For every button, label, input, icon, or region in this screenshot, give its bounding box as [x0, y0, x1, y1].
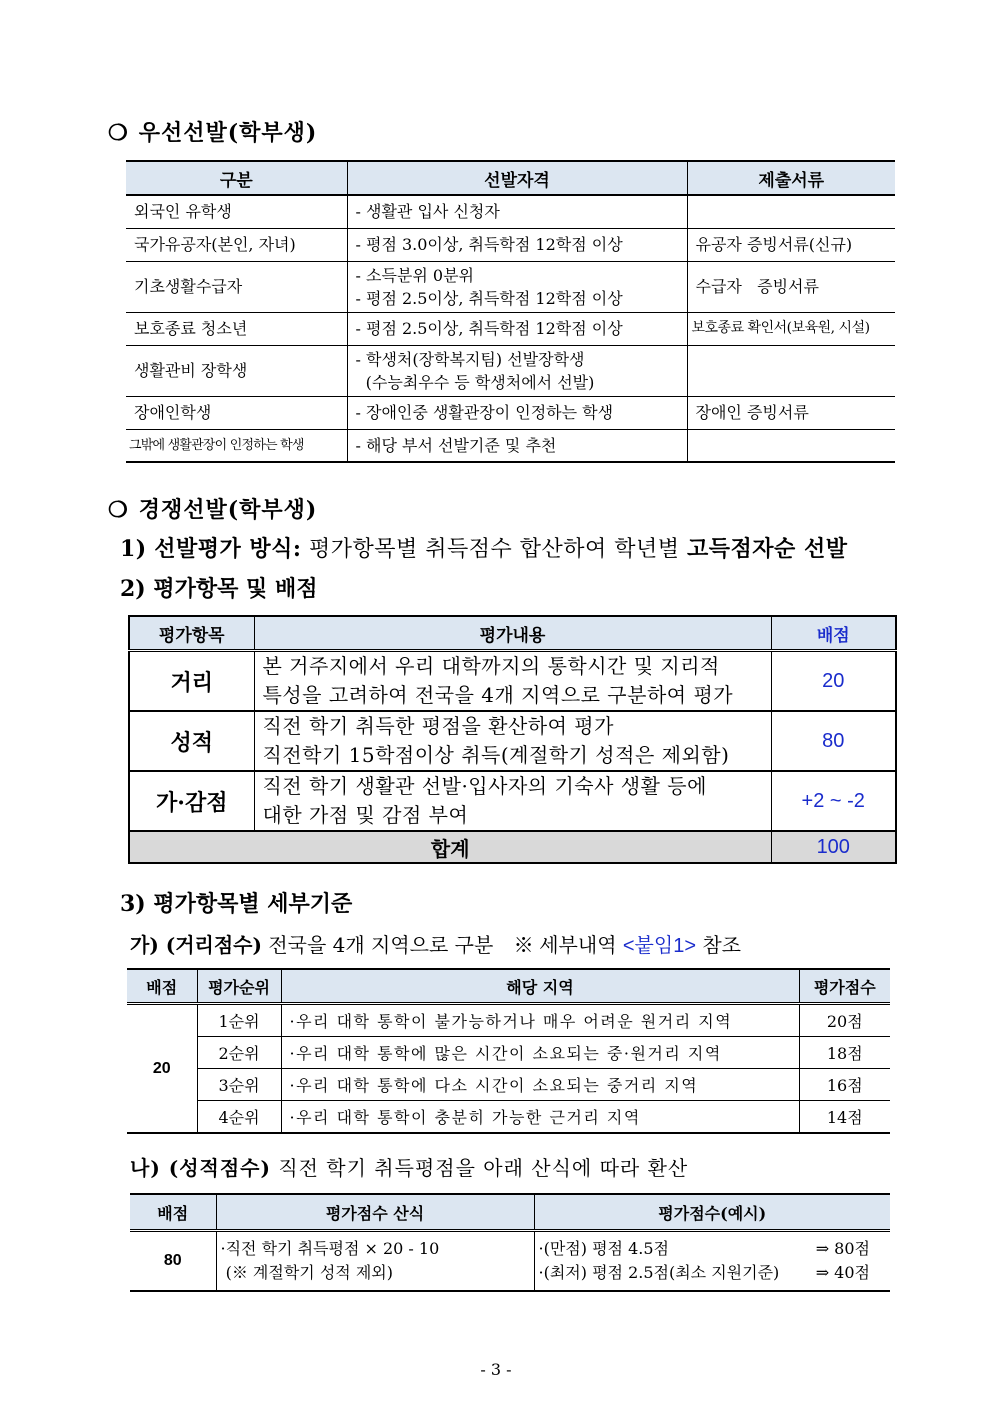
table-row [126, 429, 895, 462]
header-documents: 제출서류 [687, 161, 895, 195]
table-header-row [129, 616, 896, 651]
points: 14점 [799, 1101, 890, 1134]
header-content: 평가내용 [254, 616, 771, 651]
rank: 2순위 [197, 1037, 281, 1069]
content-line: 특성을 고려하여 전국을 4개 지역으로 구분하여 평가 [262, 683, 734, 707]
item-content [254, 771, 771, 831]
total-score: 100 [771, 831, 896, 863]
table-row [126, 396, 895, 429]
table-row [130, 1231, 890, 1292]
total-label: 합계 [129, 831, 771, 863]
item-content [254, 711, 771, 771]
method-bold: 고득점자순 선발 [687, 536, 848, 562]
distance-score: 20 [127, 1004, 197, 1134]
row-category: 외국인 유학생 [126, 195, 347, 228]
row-category: 보호종료 청소년 [126, 312, 347, 345]
row-qualification: - 장애인중 생활관장이 인정하는 학생 [347, 396, 687, 429]
row-documents [687, 345, 895, 396]
section1-title: 우선선발(학부생) [138, 120, 318, 146]
item-score: 20 [771, 651, 896, 712]
row-category: 그밖에 생활관장이 인정하는 학생 [126, 429, 347, 462]
circle-bullet-icon: ❍ [108, 120, 129, 146]
grade-heading [130, 1152, 688, 1181]
qualification-line: (수능최우수 등 학생처에서 선발) [355, 372, 595, 392]
qualification-line: - 학생처(장학복지팀) 선발장학생 [355, 349, 585, 369]
page-number: - 3 - [480, 1360, 512, 1379]
priority-selection-table [126, 160, 895, 463]
row-qualification: - 평점 2.5이상, 취득학점 12학점 이상 [347, 312, 687, 345]
example-line [539, 1237, 871, 1261]
points: 20점 [799, 1004, 890, 1037]
row-qualification: - 평점 3.0이상, 취득학점 12학점 이상 [347, 228, 687, 261]
header-item: 평가항목 [129, 616, 254, 651]
circle-bullet-icon: ❍ [108, 497, 129, 523]
example-left: ·(최저) 평점 2.5점(최소 지원기준) [538, 1263, 780, 1282]
method-text: 평가항목별 취득점수 합산하여 학년별 [309, 537, 680, 562]
grade-score-table [130, 1193, 890, 1292]
table-row [127, 1101, 890, 1134]
table-row [127, 1004, 890, 1037]
table-row [126, 228, 895, 261]
row-qualification [347, 345, 687, 396]
distance-heading [130, 929, 741, 958]
table-row [127, 1069, 890, 1101]
header-formula: 평가점수 산식 [216, 1194, 534, 1231]
rank: 1순위 [197, 1004, 281, 1037]
content-line: 직전 학기 취득한 평점을 환산하여 평가 [262, 714, 614, 738]
evaluation-items-table [128, 615, 897, 864]
section1-heading [108, 116, 317, 147]
header-score: 배점 [130, 1194, 216, 1231]
grade-formula [216, 1231, 534, 1292]
row-qualification: - 해당 부서 선발기준 및 추천 [347, 429, 687, 462]
content-line: 대한 가점 및 감점 부여 [262, 803, 469, 827]
qualification-line: - 평점 2.5이상, 취득학점 12학점 이상 [355, 288, 623, 308]
item-name: 성적 [129, 711, 254, 771]
row-documents [687, 195, 895, 228]
table-header-row [127, 969, 890, 1004]
header-example: 평가점수(예시) [534, 1194, 890, 1231]
table-header-row [130, 1194, 890, 1231]
distance-note-suffix: 참조 [702, 933, 741, 957]
grade-score: 80 [130, 1231, 216, 1292]
example-line [539, 1261, 871, 1285]
selection-method [120, 532, 847, 563]
distance-prefix: 가) (거리점수) [130, 933, 262, 957]
table-row [127, 1037, 890, 1069]
example-left: ·(만점) 평점 4.5점 [538, 1239, 669, 1258]
row-category: 기초생활수급자 [126, 261, 347, 312]
rank: 4순위 [197, 1101, 281, 1134]
header-region: 해당 지역 [281, 969, 799, 1004]
grade-text: 직전 학기 취득평점을 아래 산식에 따라 환산 [278, 1156, 689, 1180]
row-documents [687, 429, 895, 462]
region: ·우리 대학 통학이 불가능하거나 매우 어려운 원거리 지역 [281, 1004, 799, 1037]
table-row [126, 195, 895, 228]
grade-prefix: 나) (성적점수) [130, 1156, 271, 1180]
item-score: 80 [771, 711, 896, 771]
example-right: ⇒ 80점 [815, 1239, 870, 1258]
row-documents: 수급자 증빙서류 [687, 261, 895, 312]
region: ·우리 대학 통학이 충분히 가능한 근거리 지역 [281, 1101, 799, 1134]
region: ·우리 대학 통학에 다소 시간이 소요되는 중거리 지역 [281, 1069, 799, 1101]
row-qualification: - 생활관 입사 신청자 [347, 195, 687, 228]
distance-note-prefix: ※ 세부내역 [513, 935, 617, 957]
region: ·우리 대학 통학에 많은 시간이 소요되는 중·원거리 지역 [281, 1037, 799, 1069]
example-right: ⇒ 40점 [815, 1263, 870, 1282]
row-qualification [347, 261, 687, 312]
table-row [129, 711, 896, 771]
table-header-row [126, 161, 895, 195]
item-score: +2 ~ -2 [771, 771, 896, 831]
annex-link[interactable]: <붙임1> [622, 935, 696, 957]
points: 18점 [799, 1037, 890, 1069]
formula-line: ·직전 학기 취득평점 × 20 - 10 [220, 1239, 440, 1258]
distance-text: 전국을 4개 지역으로 구분 [268, 933, 494, 957]
header-qualification: 선발자격 [347, 161, 687, 195]
item-name: 거리 [129, 651, 254, 712]
items-title: 2) 평가항목 및 배점 [120, 576, 318, 602]
row-documents: 보호종료 확인서(보육원, 시설) [687, 312, 895, 345]
header-rank: 평가순위 [197, 969, 281, 1004]
row-category: 국가유공자(본인, 자녀) [126, 228, 347, 261]
method-number: 1) [120, 536, 147, 562]
table-row [126, 345, 895, 396]
row-documents: 유공자 증빙서류(신규) [687, 228, 895, 261]
total-row [129, 831, 896, 863]
distance-score-table [127, 968, 890, 1134]
method-label: 선발평가 방식: [154, 536, 302, 562]
row-category: 장애인학생 [126, 396, 347, 429]
detail-criteria-title: 3) 평가항목별 세부기준 [120, 891, 353, 917]
section2-title: 경쟁선발(학부생) [138, 497, 318, 523]
item-content [254, 651, 771, 712]
points: 16점 [799, 1069, 890, 1101]
qualification-line: - 소득분위 0분위 [355, 265, 474, 285]
row-documents: 장애인 증빙서류 [687, 396, 895, 429]
formula-line: (※ 계절학기 성적 제외) [220, 1263, 393, 1282]
content-line: 본 거주지에서 우리 대학까지의 통학시간 및 지리적 [262, 654, 720, 678]
row-category: 생활관비 장학생 [126, 345, 347, 396]
header-score: 배점 [127, 969, 197, 1004]
content-line: 직전 학기 생활관 선발·입사자의 기숙사 생활 등에 [262, 774, 707, 798]
content-line: 직전학기 15학점이상 취득(계절학기 성적은 제외함) [262, 743, 730, 767]
section2-heading [108, 493, 317, 524]
item-name: 가·감점 [129, 771, 254, 831]
table-row [126, 261, 895, 312]
grade-examples [534, 1231, 890, 1292]
header-points: 평가점수 [799, 969, 890, 1004]
rank: 3순위 [197, 1069, 281, 1101]
header-score: 배점 [771, 616, 896, 651]
header-category: 구분 [126, 161, 347, 195]
table-row [129, 771, 896, 831]
table-row [129, 651, 896, 712]
table-row [126, 312, 895, 345]
